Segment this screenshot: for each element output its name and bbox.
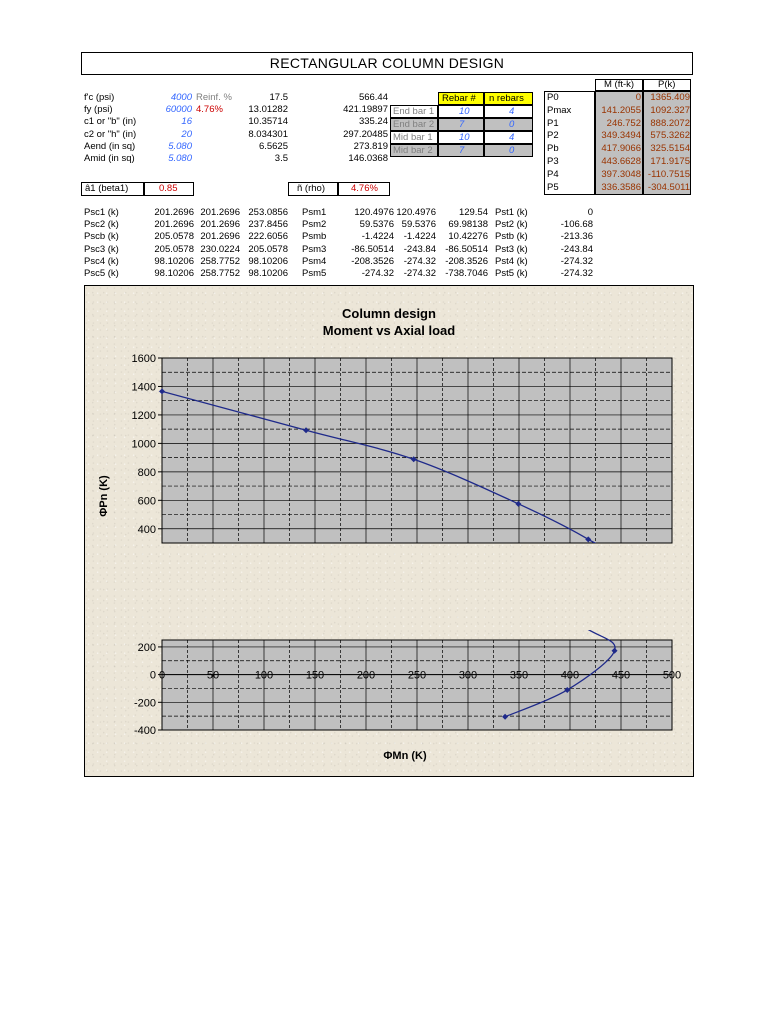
input-label: fy (psi) — [84, 104, 113, 116]
input-aux: Reinf. % — [196, 92, 232, 103]
rebar-count-cell[interactable] — [484, 118, 533, 131]
p-value: 575.3262 — [650, 130, 690, 142]
force-cell: 10.42276 — [448, 231, 488, 243]
rho-value-box — [338, 182, 390, 196]
force-cell: Psm2 — [302, 219, 327, 231]
rebar-count-cell[interactable] — [484, 105, 533, 118]
rebar-row-label: Mid bar 1 — [393, 132, 433, 143]
chart-subtitle: Moment vs Axial load — [322, 323, 456, 338]
force-cell: 258.7752 — [200, 268, 240, 279]
input-value[interactable]: 5.080 — [168, 140, 192, 152]
force-cell: Pstb (k) — [495, 231, 528, 243]
force-cell: 98.10206 — [154, 255, 194, 267]
input-label: c1 or "b" (in) — [84, 116, 137, 128]
p-value: 1092.327 — [650, 104, 690, 116]
x-tick-label: 250 — [407, 669, 427, 682]
x-tick-label: 200 — [356, 669, 376, 682]
force-cell: -274.32 — [403, 255, 436, 267]
beta1-label-box — [81, 182, 144, 196]
p-header: P(k) — [658, 79, 676, 90]
force-cell: 201.2696 — [200, 207, 240, 218]
rho-label: ñ (rho) — [297, 183, 325, 194]
upper-ytick-label: 1200 — [131, 409, 156, 422]
rebar-row-label: End bar 1 — [393, 106, 435, 117]
m-header-cell — [595, 79, 643, 91]
lower-ytick-label: 0 — [149, 669, 156, 682]
force-cell: Pst5 (k) — [495, 268, 528, 279]
force-cell: Psm1 — [302, 207, 327, 218]
rebar-count-cell[interactable] — [484, 131, 533, 144]
m-value: 141.2055 — [601, 104, 641, 116]
force-cell: -274.32 — [361, 268, 394, 279]
mp-row-label: P1 — [547, 117, 559, 129]
force-cell: 201.2696 — [200, 231, 240, 243]
force-cell: 205.0578 — [154, 231, 194, 243]
force-cell: -274.32 — [560, 255, 593, 267]
force-cell: -243.84 — [403, 243, 436, 255]
rebar-size: 10 — [459, 106, 470, 117]
x-tick-label: 0 — [158, 669, 166, 682]
x-tick-label: 450 — [611, 669, 631, 682]
force-cell: 205.0578 — [154, 243, 194, 255]
force-cell: Pscb (k) — [84, 231, 119, 243]
force-cell: 98.10206 — [248, 255, 288, 267]
m-value: 246.752 — [606, 117, 641, 129]
p-value: 1365.409 — [650, 92, 690, 103]
input-value[interactable]: 16 — [181, 116, 192, 128]
x-tick-label: 500 — [662, 669, 682, 682]
mp-row-label: P3 — [547, 156, 559, 167]
rebar-count-cell[interactable] — [484, 144, 533, 157]
rebar-header: Rebar # — [442, 93, 476, 104]
rebar-count: 4 — [509, 106, 515, 117]
force-cell: 230.0224 — [200, 243, 240, 255]
force-cell: 205.0578 — [248, 243, 288, 255]
force-cell: 0 — [587, 207, 593, 218]
rebar-row-label-cell — [390, 131, 438, 144]
x-tick-label: 150 — [305, 669, 325, 682]
force-cell: -208.3526 — [351, 255, 394, 267]
mp-row-label: Pmax — [547, 104, 572, 116]
force-cell: -106.68 — [560, 219, 593, 231]
input-calc-b: 146.0368 — [348, 153, 388, 164]
rebar-row-label: End bar 2 — [393, 119, 435, 130]
x-tick-label: 350 — [509, 669, 529, 682]
m-value: 0 — [635, 92, 641, 103]
rho-label-box — [288, 182, 338, 196]
force-cell: 258.7752 — [200, 255, 240, 267]
force-cell: Psmb — [302, 231, 327, 243]
input-calc-b: 335.24 — [358, 116, 388, 128]
force-cell: Psc3 (k) — [84, 243, 119, 255]
input-calc-a: 17.5 — [269, 92, 288, 103]
force-cell: Pst2 (k) — [495, 219, 528, 231]
upper-ytick-label: 1400 — [131, 381, 156, 394]
force-cell: -243.84 — [560, 243, 593, 255]
force-cell: 129.54 — [458, 207, 488, 218]
force-cell: Psc4 (k) — [84, 255, 119, 267]
rebar-size: 10 — [459, 132, 470, 143]
rebar-row-label-cell — [390, 105, 438, 118]
rebar-row-label-cell — [390, 144, 438, 157]
input-calc-b: 421.19897 — [343, 104, 388, 116]
rho-value: 4.76% — [351, 183, 378, 194]
m-value: 443.6628 — [601, 156, 641, 167]
force-cell: -208.3526 — [445, 255, 488, 267]
force-cell: 201.2696 — [200, 219, 240, 231]
chart-title: Column design — [342, 306, 436, 321]
force-cell: -738.7046 — [445, 268, 488, 279]
force-cell: 201.2696 — [154, 219, 194, 231]
input-value[interactable]: 5.080 — [168, 153, 192, 164]
mp-row-label: Pb — [547, 143, 559, 155]
input-calc-b: 297.20485 — [343, 128, 388, 140]
force-cell: -86.50514 — [445, 243, 488, 255]
rebar-size-cell[interactable] — [438, 144, 484, 157]
force-cell: Pst3 (k) — [495, 243, 528, 255]
x-tick-label: 50 — [206, 669, 220, 682]
m-value: 336.3586 — [601, 181, 641, 193]
m-header: M (ft-k) — [604, 79, 635, 90]
lower-ytick-label: 200 — [137, 641, 156, 654]
force-cell: 59.5376 — [401, 219, 436, 231]
m-value: 417.9066 — [601, 143, 641, 155]
force-cell: -274.32 — [560, 268, 593, 279]
input-label: Aend (in sq) — [84, 140, 136, 152]
input-calc-a: 3.5 — [274, 153, 288, 164]
rebar-count: 4 — [509, 132, 515, 143]
upper-ytick-label: 400 — [137, 523, 156, 536]
page-title: RECTANGULAR COLUMN DESIGN — [81, 52, 693, 75]
force-cell: Psc2 (k) — [84, 219, 119, 231]
lower-ytick-label: -400 — [133, 725, 156, 737]
upper-ytick-label: 800 — [137, 466, 156, 479]
force-cell: 69.98138 — [448, 219, 488, 231]
p-value: 171.9175 — [650, 156, 690, 167]
p-value: -110.7515 — [647, 168, 690, 180]
mp-row-label: P4 — [547, 168, 559, 180]
rebar-row-label: Mid bar 2 — [393, 145, 433, 156]
force-cell: 98.10206 — [248, 268, 288, 279]
force-cell: 98.10206 — [154, 268, 194, 279]
force-cell: -1.4224 — [403, 231, 436, 243]
force-cell: Psm3 — [302, 243, 327, 255]
force-cell: 237.8456 — [248, 219, 288, 231]
x-tick-label: 100 — [254, 669, 274, 682]
mp-row-label: P2 — [547, 130, 559, 142]
input-calc-b: 566.44 — [358, 92, 388, 103]
force-cell: Pst4 (k) — [495, 255, 528, 267]
force-cell: 253.0856 — [248, 207, 288, 218]
force-cell: -1.4224 — [361, 231, 394, 243]
rebar-header-cell — [438, 92, 484, 105]
upper-ytick-label: 1000 — [131, 438, 156, 451]
y-axis-label: ΦPn (K) — [98, 475, 110, 517]
force-cell: -213.36 — [560, 231, 593, 243]
input-calc-a: 6.5625 — [258, 140, 288, 152]
chart-area — [84, 285, 694, 777]
nrebars-header: n rebars — [489, 93, 524, 104]
force-cell: 59.5376 — [359, 219, 394, 231]
mp-row-label: P0 — [547, 92, 559, 103]
beta1-value: 0.85 — [159, 183, 178, 194]
input-value[interactable]: 4000 — [170, 92, 192, 103]
input-label: f'c (psi) — [84, 92, 115, 103]
input-calc-b: 273.819 — [353, 140, 388, 152]
m-value: 397.3048 — [601, 168, 641, 180]
input-label: c2 or "h" (in) — [84, 128, 137, 140]
x-tick-label: 300 — [458, 669, 478, 682]
beta1-value-box[interactable] — [144, 182, 194, 196]
rebar-size: 7 — [459, 145, 465, 156]
rebar-size: 7 — [459, 119, 465, 130]
input-calc-a: 8.034301 — [248, 128, 288, 140]
force-cell: 201.2696 — [154, 207, 194, 218]
lower-ytick-label: -200 — [133, 697, 156, 710]
x-tick-label: 400 — [560, 669, 580, 682]
input-label: Amid (in sq) — [84, 153, 135, 164]
force-cell: Psc5 (k) — [84, 268, 119, 279]
nrebars-header-cell — [484, 92, 533, 105]
force-cell: 222.6056 — [248, 231, 288, 243]
mp-row-label: P5 — [547, 181, 559, 193]
m-value: 349.3494 — [601, 130, 641, 142]
p-value: -304.5011 — [647, 181, 690, 193]
input-value[interactable]: 20 — [181, 128, 192, 140]
force-cell: -86.50514 — [351, 243, 394, 255]
force-cell: 120.4976 — [396, 207, 436, 218]
force-cell: -274.32 — [403, 268, 436, 279]
force-cell: Psc1 (k) — [84, 207, 119, 218]
upper-ytick-label: 600 — [137, 495, 156, 508]
p-value: 888.2072 — [650, 117, 690, 129]
rebar-size-cell[interactable] — [438, 131, 484, 144]
rebar-size-cell[interactable] — [438, 118, 484, 131]
force-cell: Psm4 — [302, 255, 327, 267]
beta1-label: â1 (beta1) — [85, 183, 129, 194]
force-cell: 120.4976 — [354, 207, 394, 218]
input-aux: 4.76% — [196, 104, 223, 116]
p-value: 325.5154 — [650, 143, 690, 155]
force-cell: Psm5 — [302, 268, 327, 279]
x-axis-label: ΦMn (K) — [383, 750, 427, 762]
force-cell: Pst1 (k) — [495, 207, 528, 218]
rebar-row-label-cell — [390, 118, 438, 131]
input-calc-a: 10.35714 — [248, 116, 288, 128]
p-header-cell — [643, 79, 691, 91]
rebar-size-cell[interactable] — [438, 105, 484, 118]
input-value[interactable]: 60000 — [165, 104, 192, 116]
upper-ytick-label: 1600 — [131, 353, 156, 365]
rebar-count: 0 — [509, 119, 515, 130]
interaction-chart — [85, 286, 693, 776]
input-calc-a: 13.01282 — [248, 104, 288, 116]
rebar-count: 0 — [509, 145, 515, 156]
